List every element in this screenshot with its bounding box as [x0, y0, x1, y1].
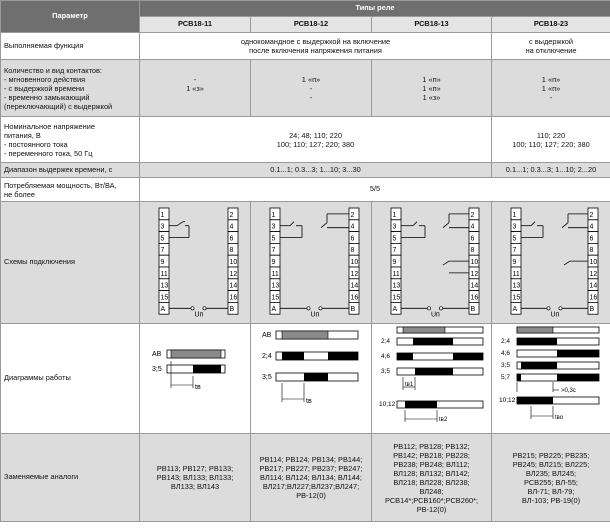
pin-label-right: 4 [470, 223, 475, 231]
pin-label-left: 11 [160, 270, 168, 278]
model-rsv18-13: РСВ18-13 [372, 17, 492, 33]
pin-label-left: 9 [271, 259, 276, 266]
pin-label-right: 6 [470, 235, 475, 243]
pin-label-left: 7 [392, 247, 397, 255]
pin-label-left: 11 [512, 270, 520, 278]
pin-label-right: B [350, 306, 356, 314]
analogs-13: РВ112; РВ128; РВ132; РВ142; РВ218; РВ228; РВ238; РВ248; ВЛ112; ВЛ128; ВЛ132; ВЛ142; ВЛ218; ВЛ228; ВЛ238; ВЛ248; РСВ14*;РСВ160*;РСВ260*; РВ-12(0) [372, 434, 492, 522]
pin-label-right: 10 [350, 259, 359, 266]
pin-label-right: 8 [229, 247, 234, 255]
pin-label-right: B [470, 306, 476, 314]
voltage-value-23: 110; 220 100; 110; 127; 220; 380 [492, 117, 610, 163]
pin-label-right: 2 [470, 211, 475, 219]
pin-label-right: 12 [350, 270, 359, 278]
timing-11 [140, 323, 251, 434]
pin-label-left: A [160, 306, 166, 314]
pin-label-left: 1 [160, 211, 165, 219]
timing-12-row-35: 3;5 [262, 373, 272, 381]
pin-label-left: 15 [392, 294, 401, 302]
pin-label-right: 8 [589, 247, 594, 255]
pin-label-right: 16 [350, 294, 359, 302]
timing-13-row-24: 2;4 [381, 337, 391, 345]
model-rsv18-23: РСВ18-23 [492, 17, 610, 33]
timing-12-row-ab: AB [262, 331, 272, 339]
pin-label-right: 14 [589, 282, 598, 290]
contacts-12: 1 «п» - - [251, 60, 372, 117]
contact-wire [321, 223, 327, 228]
scheme-11 [140, 202, 251, 324]
timing-23-row-57: 5;7 [501, 373, 511, 381]
timing-23-svg [495, 324, 610, 431]
pin-label-left: 15 [160, 294, 169, 302]
pin-label-right: 4 [589, 223, 594, 231]
pin-label-left: 9 [512, 259, 517, 266]
contact-wire [531, 222, 535, 226]
timing-11-t: tв [195, 383, 201, 391]
pin-label-left: 15 [512, 294, 521, 302]
supply-terminal [547, 307, 550, 310]
supply-terminal [559, 307, 562, 310]
supply-label: Uп [194, 311, 204, 319]
pin-label-left: 3 [271, 223, 276, 231]
pin-label-right: 8 [350, 247, 355, 255]
contact-wire [562, 223, 568, 228]
timing-23-row-46: 4;6 [501, 349, 511, 357]
timing-13-row-1012: 10;12 [379, 400, 396, 408]
timing-13-row-46: 4;6 [381, 352, 391, 360]
scheme-12-svg [254, 202, 372, 320]
supply-label: Uп [310, 311, 320, 319]
pin-label-right: 16 [589, 294, 598, 302]
header-types: Типы реле [140, 1, 610, 17]
pin-label-left: 9 [392, 259, 397, 266]
timing-13-row-35: 3;5 [381, 367, 391, 375]
scheme-23 [492, 202, 610, 324]
contact-wire [443, 223, 449, 228]
pin-label-left: A [512, 306, 518, 314]
range-value: 0.1...1; 0.3...3; 1...10; 3...30 [140, 163, 492, 178]
timing-11-row-35: 3;5 [152, 365, 162, 373]
supply-terminal [439, 307, 442, 310]
scheme-13 [372, 202, 492, 324]
pin-label-right: 10 [229, 259, 238, 266]
pin-label-right: 14 [350, 282, 359, 290]
pin-label-left: 1 [392, 211, 397, 219]
pin-label-left: 5 [271, 235, 276, 243]
contact-wire [413, 222, 417, 226]
timing-12-row-24: 2;4 [262, 352, 272, 360]
function-label: Выполняемая функция [1, 33, 140, 60]
pin-label-left: 7 [512, 247, 517, 255]
pin-label-left: 5 [392, 235, 397, 243]
scheme-23-svg [495, 202, 610, 320]
timing-12 [251, 323, 372, 434]
pin-label-left: 3 [512, 223, 517, 231]
timing-13-t1: tв1 [405, 381, 414, 388]
pin-label-right: 16 [470, 294, 479, 302]
pin-label-right: B [589, 306, 595, 314]
analogs-11: РВ113; РВ127; РВ133; РВ143; ВЛ133; ВЛ133; ВЛ133; ВЛ143 [140, 434, 251, 522]
pin-label-left: 13 [271, 282, 280, 290]
pin-label-right: B [229, 306, 235, 314]
supply-terminal [427, 307, 430, 310]
pin-label-right: 12 [470, 270, 479, 278]
timing-11-row-ab: AB [152, 350, 162, 358]
timing-12-svg [254, 324, 372, 431]
pin-label-left: 5 [512, 235, 517, 243]
scheme-12 [251, 202, 372, 324]
function-value-23: с выдержкой на отключение [492, 33, 610, 60]
pin-label-left: 13 [392, 282, 401, 290]
pin-label-left: 1 [512, 211, 517, 219]
contacts-11: - 1 «з» [140, 60, 251, 117]
scheme-13-svg [375, 202, 492, 320]
pin-label-right: 14 [229, 282, 238, 290]
scheme-11-svg [143, 202, 251, 320]
pin-label-left: 7 [160, 247, 165, 255]
range-value-23: 0.1...1; 0.3...3; 1...10; 2...20 [492, 163, 610, 178]
timing-23-t: tво [555, 414, 564, 421]
pin-label-left: 9 [160, 259, 165, 266]
pin-label-right: 6 [589, 235, 594, 243]
timing-13 [372, 323, 492, 434]
diagrams-label: Диаграммы работы [1, 323, 140, 434]
power-label: Потребляемая мощность, Вт/ВА, не более [1, 178, 140, 202]
analogs-12: РВ114; РВ124; РВ134; РВ144; РВ217; РВ227; РВ237; РВ247; ВЛ114; ВЛ124; ВЛ134; ВЛ144; ВЛ217;ВЛ227;ВЛ237;ВЛ247; РВ-12(0) [251, 434, 372, 522]
pin-label-left: 1 [271, 211, 276, 219]
contact-wire [177, 222, 183, 226]
pin-label-right: 10 [589, 259, 598, 266]
model-rsv18-12: РСВ18-12 [251, 17, 372, 33]
pin-label-right: 12 [589, 270, 598, 278]
function-value: однокомандное с выдержкой на включение после включения напряжения питания [140, 33, 492, 60]
pin-label-right: 2 [350, 211, 355, 219]
contact-wire [290, 222, 294, 226]
voltage-value: 24; 48; 110; 220 100; 110; 127; 220; 380 [140, 117, 492, 163]
timing-23-row-1012: 10;12 [499, 396, 516, 404]
model-rsv18-11: РСВ18-11 [140, 17, 251, 33]
contact-wire [564, 261, 570, 265]
pin-label-left: 13 [512, 282, 521, 290]
pin-label-right: 6 [229, 235, 234, 243]
power-value: 5/5 [140, 178, 610, 202]
timing-23 [492, 323, 610, 434]
supply-label: Uп [431, 311, 440, 319]
pin-label-right: 12 [229, 270, 238, 278]
pin-label-left: 3 [392, 223, 397, 231]
pin-label-left: 11 [392, 270, 400, 278]
supply-terminal [191, 307, 194, 310]
supply-terminal [203, 307, 206, 310]
pin-label-right: 4 [229, 223, 234, 231]
pin-label-right: 2 [589, 211, 594, 219]
timing-12-t: tв [306, 397, 312, 405]
pin-label-left: 13 [160, 282, 169, 290]
pin-label-right: 14 [470, 282, 479, 290]
voltage-label: Номинальное напряжение питания, В - постоянного тока - переменного тока, 50 Гц [1, 117, 140, 163]
pin-label-right: 2 [229, 211, 234, 219]
contacts-13: 1 «п» 1 «п» 1 «з» [372, 60, 492, 117]
pin-label-right: 6 [350, 235, 355, 243]
pin-label-right: 8 [470, 247, 475, 255]
supply-terminal [319, 307, 322, 310]
analogs-23: РВ215; РВ225; РВ235; РВ245; ВЛ215; ВЛ225; ВЛ235; ВЛ245; РСВ255; ВЛ-55; ВЛ-71; ВЛ-79; ВЛ-103; РВ-19(0) [492, 434, 610, 522]
pin-label-right: 16 [229, 294, 238, 302]
supply-terminal [307, 307, 310, 310]
pin-label-right: 4 [350, 223, 355, 231]
contacts-23: 1 «п» 1 «п» - [492, 60, 610, 117]
pin-label-left: A [392, 306, 398, 314]
timing-23-row-35: 3;5 [501, 361, 511, 369]
header-param: Параметр [1, 1, 140, 33]
pin-label-left: 11 [271, 270, 279, 278]
range-label: Диапазон выдержек времени, с [1, 163, 140, 178]
pin-label-left: 5 [160, 235, 165, 243]
supply-label: Uп [550, 311, 560, 319]
timing-13-t2: tв2 [439, 416, 448, 423]
schemes-label: Схемы подключения [1, 202, 140, 324]
timing-13-svg [375, 324, 492, 431]
timing-23-row-24: 2;4 [501, 337, 511, 345]
pin-label-left: 15 [271, 294, 280, 302]
pin-label-left: A [271, 306, 277, 314]
pin-label-left: 3 [160, 223, 165, 231]
contact-wire [443, 261, 449, 265]
pin-label-left: 7 [271, 247, 276, 255]
pin-label-right: 10 [470, 259, 479, 266]
timing-11-svg [143, 324, 251, 431]
analogs-label: Заменяемые аналоги [1, 434, 140, 522]
contacts-label: Количество и вид контактов: - мгновенного действия - с выдержкой времени - временно замыкающий (переключающий) с выдержкой [1, 60, 140, 117]
timing-23-note: >0,3с [561, 387, 576, 394]
